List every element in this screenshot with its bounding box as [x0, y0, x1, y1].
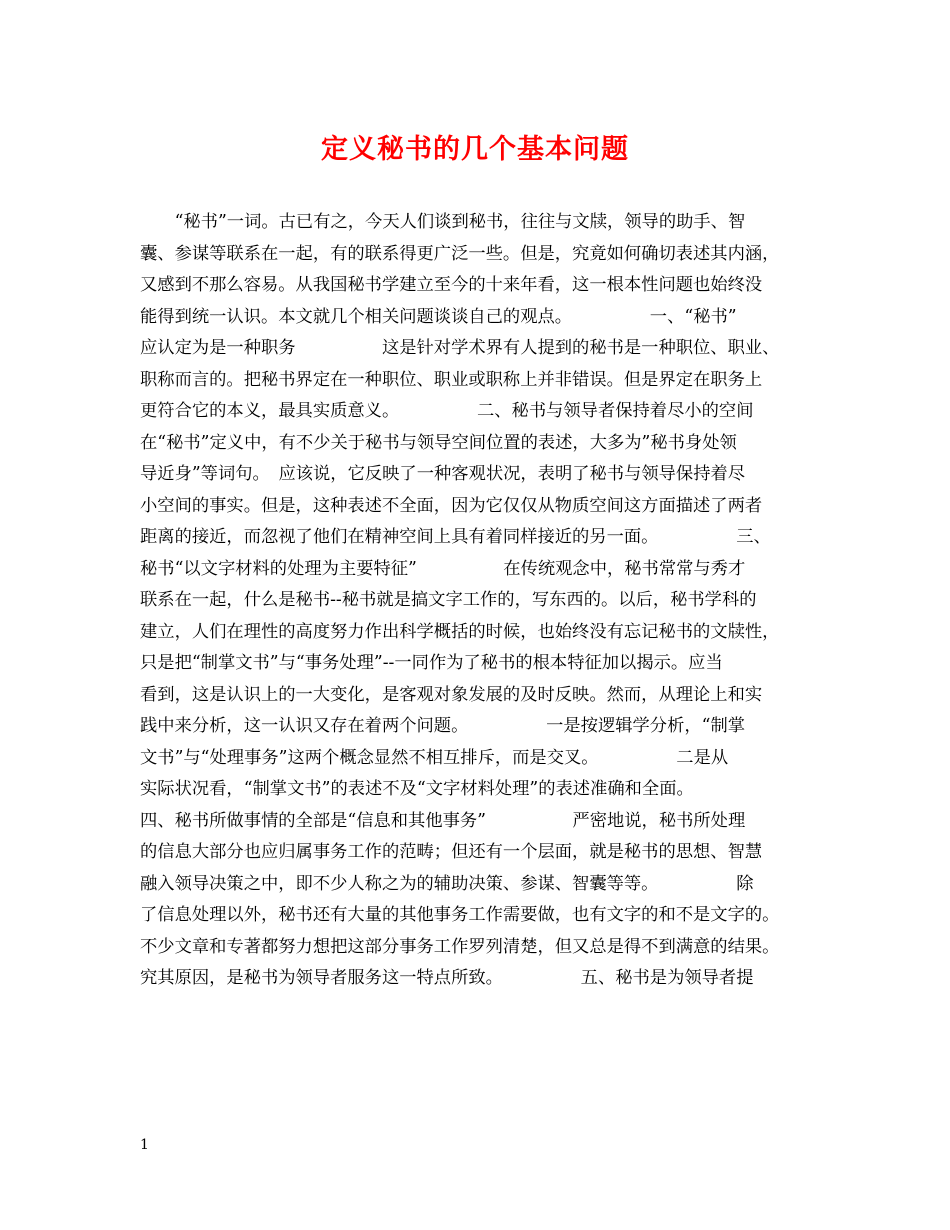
body-line: 的信息大部分也应归属事务工作的范畴；但还有一个层面，就是秘书的思想、智慧	[140, 842, 763, 862]
body-line: 建立，人们在理性的高度努力作出科学概括的时候，也始终没有忘记秘书的文牍性，	[140, 621, 780, 642]
document-title: 定义秘书的几个基本问题	[321, 134, 629, 165]
body-line: 四、秘书所做事情的全部是“信息和其他事务” 严密地说，秘书所处理	[140, 810, 746, 831]
body-line: 了信息处理以外，秘书还有大量的其他事务工作需要做，也有文字的和不是文字的。	[140, 905, 780, 925]
body-line: 更符合它的本义，最具实质意义。 二、秘书与领导者保持着尽小的空间	[140, 401, 754, 421]
body-line: 实际状况看，“制掌文书”的表述不及“文字材料处理”的表述准确和全面。	[140, 779, 694, 799]
body-line: 践中来分析，这一认识又存在着两个问题。 一是按逻辑学分析，“制掌	[140, 716, 746, 736]
body-line: 在“秘书”定义中，有不少关于秘书与领导空间位置的表述，大多为”秘书身处领	[140, 432, 737, 453]
body-line: 只是把“制掌文书”与“事务处理”--一同作为了秘书的根本特征加以揭示。应当	[140, 653, 723, 673]
body-line: “秘书”一词。古已有之，今天人们谈到秘书，往往与文牍，领导的助手、智	[140, 212, 746, 232]
body-line: 又感到不那么容易。从我国秘书学建立至今的十来年看，这一根本性问题也始终没	[140, 275, 763, 295]
body-line: 应认定为是一种职务 这是针对学术界有人提到的秘书是一种职位、职业、	[140, 338, 780, 358]
body-line: 看到，这是认识上的一大变化，是客观对象发展的及时反映。然而，从理论上和实	[140, 684, 763, 705]
page-number: 1	[140, 1137, 149, 1153]
body-line: 能得到统一认识。本文就几个相关问题谈谈自己的观点。 一、“秘书”	[140, 306, 737, 327]
body-line: 融入领导决策之中，即不少人称之为的辅助决策、参谋、智囊等等。 除	[140, 873, 754, 894]
body-line: 文书”与“处理事务”这两个概念显然不相互排斥，而是交叉。 二是从	[140, 747, 729, 768]
body-line: 究其原因，是秘书为领导者服务这一特点所致。 五、秘书是为领导者提	[140, 968, 754, 988]
body-line: 囊、参谋等联系在一起，有的联系得更广泛一些。但是，究竟如何确切表述其内涵，	[140, 243, 780, 264]
body-line: 联系在一起，什么是秘书--秘书就是搞文字工作的，写东西的。以后，秘书学科的	[140, 590, 757, 610]
body-line: 不少文章和专著都努力想把这部分事务工作罗列清楚，但又总是得不到满意的结果。	[140, 936, 780, 957]
body-line: 秘书“以文字材料的处理为主要特征” 在传统观念中，秘书常常与秀才	[140, 558, 746, 579]
document-body	[140, 207, 824, 995]
body-line: 距离的接近，而忽视了他们在精神空间上具有着同样接近的另一面。 三、	[140, 527, 771, 547]
body-line: 职称而言的。把秘书界定在一种职位、职业或职称上并非错误。但是界定在职务上	[140, 369, 763, 390]
body-line: 小空间的事实。但是，这种表述不全面，因为它仅仅从物质空间这方面描述了两者	[140, 495, 763, 516]
body-line: 导近身”等词句。 应该说，它反映了一种客观状况，表明了秘书与领导保持着尽	[140, 464, 746, 484]
